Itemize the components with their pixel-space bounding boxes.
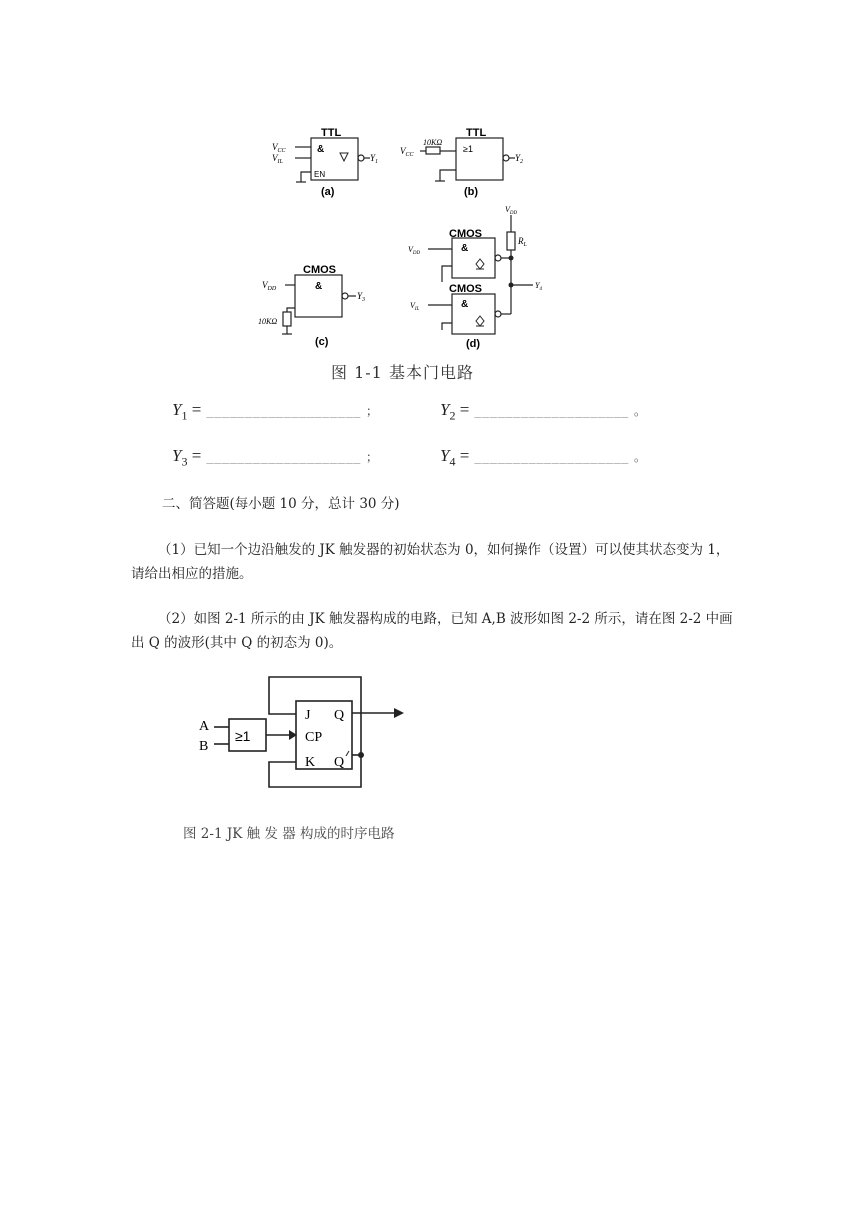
- gate-b-label: (b): [464, 186, 479, 198]
- pin-q-bar: Q: [334, 755, 345, 770]
- input-a-label: A: [199, 719, 210, 734]
- gate-b-tech: TTL: [466, 127, 487, 139]
- question-2: （2）如图 2-1 所示的由 JK 触发器构成的电路，已知 A,B 波形如图 2-2 所示，请在图 2-2 中画出 Q 的波形(其中 Q 的初态为 0)。: [131, 611, 733, 651]
- gate-d-label: (d): [466, 338, 481, 350]
- gate-c-symbol: &: [315, 281, 323, 292]
- gate-d-in-top: $V_{DD}$: [408, 245, 421, 256]
- gate-b-in1: $V_{CC}$: [400, 146, 414, 158]
- answer-y3-blank[interactable]: ____________________: [206, 450, 361, 464]
- arrow-q-out: [394, 708, 404, 718]
- gate-c-tech: CMOS: [303, 264, 336, 276]
- answer-y2-blank[interactable]: ____________________: [474, 404, 629, 418]
- gate-a-label: (a): [321, 186, 335, 198]
- resistor-c: [283, 312, 291, 326]
- gate-d-rl: $R_L$: [518, 236, 527, 248]
- gate-d-tech-top: CMOS: [449, 228, 482, 240]
- pin-k: K: [305, 755, 316, 770]
- answer-y1-blank[interactable]: ____________________: [206, 404, 361, 418]
- figure-1-1-diagram: [0, 0, 865, 360]
- gate-d-tech-bot: CMOS: [449, 283, 482, 295]
- gate-d-out: $Y_4$: [535, 281, 542, 292]
- gate-a-in1: $V_{CC}$: [272, 142, 286, 154]
- figure-2-1-caption: 图 2-1 JK 触 发 器 构成的时序电路: [183, 826, 395, 842]
- answer-y4[interactable]: $Y_4$ = ____________________ 。: [440, 446, 647, 469]
- input-b-label: B: [199, 739, 209, 754]
- q-bar-mark: [346, 751, 349, 756]
- pin-q: Q: [334, 708, 345, 723]
- gate-d-symbol-bot: &: [461, 299, 469, 310]
- gate-a-in2: $V_{IL}$: [272, 153, 283, 165]
- gate-a-enable: EN: [314, 170, 326, 179]
- gate-b-resistor: 10KΩ: [423, 138, 443, 147]
- pin-cp: CP: [305, 730, 323, 745]
- answer-y1[interactable]: $Y_1$ = ____________________ ；: [172, 400, 379, 423]
- or-gate-symbol: ≥1: [235, 728, 251, 744]
- gate-d-top-box: [452, 238, 495, 278]
- gate-b-out: $Y_2$: [515, 153, 524, 165]
- gate-d-symbol-top: &: [461, 243, 469, 254]
- gate-c-out: $Y_3$: [357, 291, 366, 303]
- figure-2-1-diagram: [0, 660, 865, 820]
- answer-y4-blank[interactable]: ____________________: [474, 450, 629, 464]
- gate-d-bot-box: [452, 294, 495, 334]
- gate-c-label: (c): [315, 336, 329, 348]
- gate-b-symbol: ≥1: [463, 144, 473, 154]
- gate-c-in1: $V_{DD}$: [262, 280, 277, 292]
- gate-d-vdd: $V_{DD}$: [505, 205, 518, 216]
- figure-1-1-caption: 图 1-1 基本门电路: [331, 363, 474, 382]
- pin-j: J: [305, 708, 311, 723]
- section-2-heading: 二、简答题(每小题 10 分，总计 30 分): [162, 496, 400, 512]
- gate-a-symbol: &: [317, 144, 325, 155]
- resistor-rl: [507, 232, 515, 250]
- gate-d-in-bot: $V_{IL}$: [410, 301, 420, 312]
- question-1: （1）已知一个边沿触发的 JK 触发器的初始状态为 0，如何操作（设置）可以使其状态变为 1，请给出相应的措施。: [131, 542, 730, 582]
- answer-y2[interactable]: $Y_2$ = ____________________ 。: [440, 400, 647, 423]
- answer-y3[interactable]: $Y_3$ = ____________________ ；: [172, 446, 379, 469]
- resistor-b: [426, 147, 440, 154]
- gate-c-resistor: 10KΩ: [258, 317, 278, 326]
- gate-a-tech: TTL: [321, 127, 342, 139]
- gate-a-out: $Y_1$: [370, 153, 379, 165]
